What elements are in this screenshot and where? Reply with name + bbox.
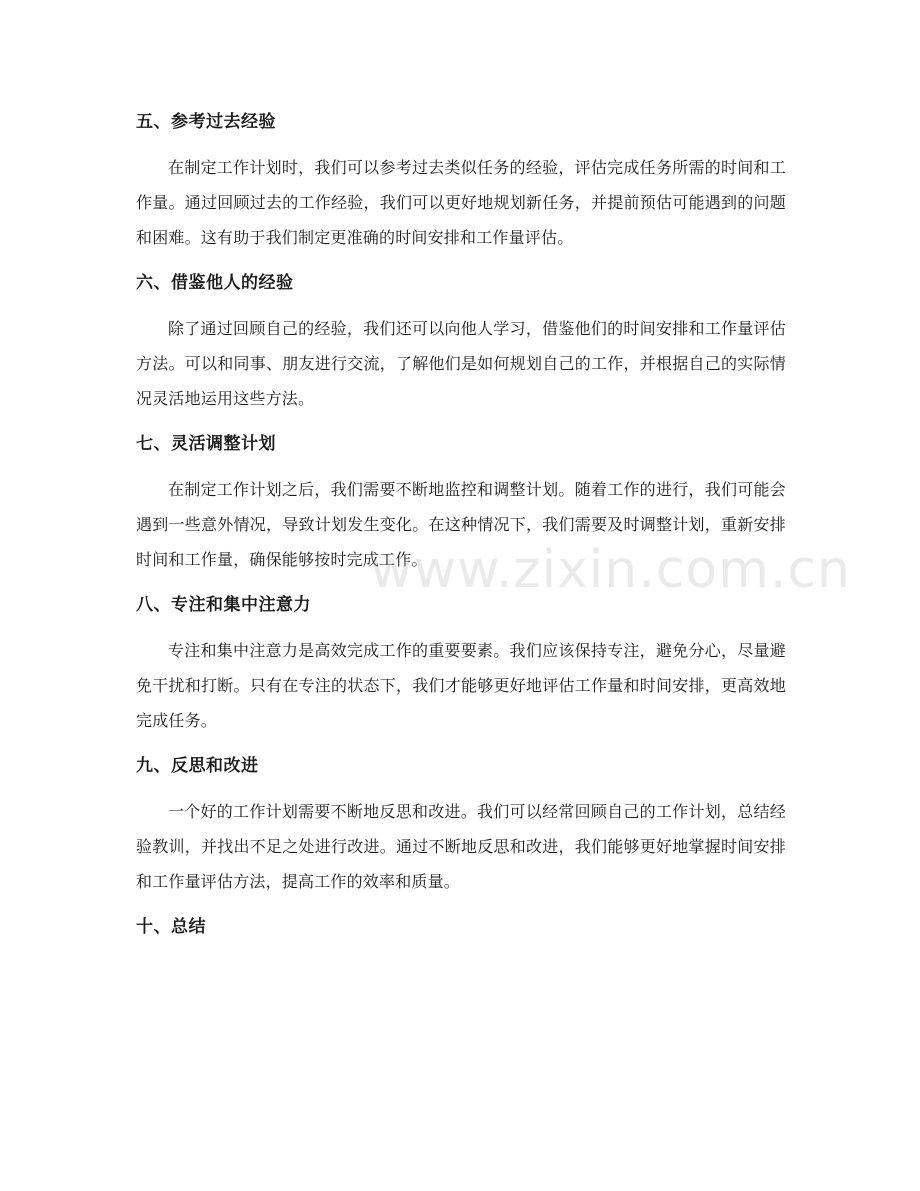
section-paragraph: 除了通过回顾自己的经验，我们还可以向他人学习，借鉴他们的时间安排和工作量评估方法。可以和同事、朋友进行交流，了解他们是如何规划自己的工作，并根据自己的实际情况灵活地运用这些方法。 [136,319,786,408]
section-heading: 九、反思和改进 [136,756,259,776]
section-paragraph: 在制定工作计划之后，我们需要不断地监控和调整计划。随着工作的进行，我们可能会遇到一些意外情况，导致计划发生变化。在这种情况下，我们需要及时调整计划，重新安排时间和工作量，确保能够按时完成工作。 [136,480,786,569]
section-heading: 七、灵活调整计划 [136,434,276,454]
section-9 [136,744,786,899]
section-5 [136,100,786,255]
section-paragraph: 专注和集中注意力是高效完成工作的重要要素。我们应该保持专注，避免分心，尽量避免干扰和打断。只有在专注的状态下，我们才能够更好地评估工作量和时间安排，更高效地完成任务。 [136,641,786,730]
section-heading: 六、借鉴他人的经验 [136,273,294,293]
section-paragraph: 一个好的工作计划需要不断地反思和改进。我们可以经常回顾自己的工作计划，总结经验教训，并找出不足之处进行改进。通过不断地反思和改进，我们能够更好地掌握时间安排和工作量评估方法，提高工作的效率和质量。 [136,802,786,891]
section-paragraph: 在制定工作计划时，我们可以参考过去类似任务的经验，评估完成任务所需的时间和工作量。通过回顾过去的工作经验，我们可以更好地规划新任务，并提前预估可能遇到的问题和困难。这有助于我们制定更准确的时间安排和工作量评估。 [136,158,786,247]
section-10 [136,905,786,949]
section-heading: 五、参考过去经验 [136,112,276,132]
section-6 [136,261,786,416]
section-8 [136,583,786,738]
section-heading: 八、专注和集中注意力 [136,595,311,615]
section-7 [136,422,786,577]
watermark: www.zixin.com.cn [370,540,851,600]
section-heading: 十、总结 [136,917,206,937]
document-body [136,100,786,949]
